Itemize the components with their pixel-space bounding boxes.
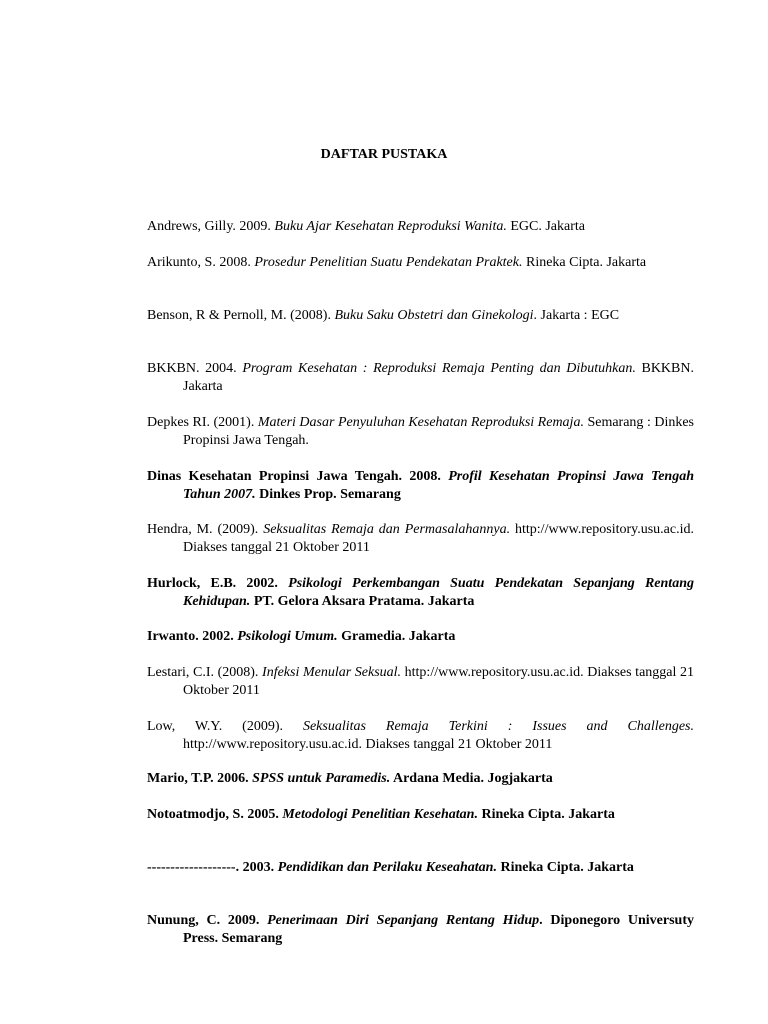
reference-title: Program Kesehatan : Reproduksi Remaja Penting dan Dibutuhkan.	[242, 361, 636, 376]
reference-text: Hendra, M. (2009).	[147, 522, 264, 537]
reference-text: Lestari, C.I. (2008).	[147, 665, 263, 680]
reference-entry	[147, 912, 694, 948]
reference-publisher: Rineka Cipta. Jakarta	[477, 807, 615, 822]
reference-publisher: http://www.repository.usu.ac.id. Diakses tanggal 21 Oktober 2011	[183, 522, 694, 555]
reference-entry	[147, 414, 694, 450]
reference-publisher: http://www.repository.usu.ac.id. Diakses tanggal 21 Oktober 2011	[183, 737, 553, 752]
reference-title: Buku Saku Obstetri dan Ginekologi	[334, 308, 534, 323]
reference-publisher: . Jakarta : EGC	[533, 308, 620, 323]
reference-text: Benson, R & Pernoll, M. (2008).	[147, 308, 335, 323]
reference-text: Arikunto, S. 2008.	[147, 255, 255, 270]
page-title: DAFTAR PUSTAKA	[320, 147, 448, 162]
reference-entry	[147, 575, 694, 611]
reference-title: Seksualitas Remaja dan Permasalahannya.	[263, 522, 511, 537]
reference-publisher: . Diponegoro Universuty Press. Semarang	[183, 913, 694, 946]
reference-entry	[147, 521, 694, 557]
reference-publisher: Dinkes Prop. Semarang	[255, 487, 401, 502]
reference-title: Pendidikan dan Perilaku Keseahatan.	[277, 860, 497, 875]
reference-title: SPSS untuk Paramedis.	[252, 771, 391, 786]
reference-text: Andrews, Gilly. 2009.	[147, 219, 275, 234]
reference-text: Irwanto. 2002.	[147, 629, 238, 644]
reference-title: Profil Kesehatan Propinsi Jawa Tengah Tahun 2007.	[183, 469, 694, 502]
reference-text: Low, W.Y. (2009).	[147, 719, 303, 734]
reference-title: Prosedur Penelitian Suatu Pendekatan Praktek.	[254, 255, 523, 270]
reference-text: Nunung, C. 2009.	[147, 913, 268, 928]
reference-publisher: Rineka Cipta. Jakarta	[496, 860, 634, 875]
reference-title: Materi Dasar Penyuluhan Kesehatan Reproduksi Remaja.	[257, 415, 584, 430]
reference-title: Infeksi Menular Seksual.	[262, 665, 402, 680]
reference-entry	[147, 307, 694, 325]
reference-text: Mario, T.P. 2006.	[147, 771, 253, 786]
reference-text: Notoatmodjo, S. 2005.	[147, 807, 283, 822]
reference-title: Psikologi Perkembangan Suatu Pendekatan Sepanjang Rentang Kehidupan.	[183, 576, 694, 609]
reference-publisher: EGC. Jakarta	[506, 219, 585, 234]
reference-entry	[147, 859, 694, 877]
reference-entry	[147, 628, 694, 646]
reference-entry	[147, 468, 694, 504]
reference-text: Hurlock, E.B. 2002.	[147, 576, 289, 591]
reference-text: BKKBN. 2004.	[147, 361, 243, 376]
reference-title: Penerimaan Diri Sepanjang Rentang Hidup	[267, 913, 540, 928]
reference-title: Psikologi Umum.	[237, 629, 338, 644]
reference-publisher: http://www.repository.usu.ac.id. Diakses tanggal 21 Oktober 2011	[183, 665, 695, 698]
reference-entry	[147, 254, 694, 272]
reference-text: Dinas Kesehatan Propinsi Jawa Tengah. 2008.	[147, 469, 449, 484]
reference-publisher: Semarang : Dinkes Propinsi Jawa Tengah.	[183, 415, 694, 448]
reference-publisher: Rineka Cipta. Jakarta	[522, 255, 647, 270]
reference-title: Metodologi Penelitian Kesehatan.	[282, 807, 478, 822]
reference-entry	[147, 718, 694, 754]
reference-publisher: Gramedia. Jakarta	[337, 629, 456, 644]
reference-entry	[147, 664, 694, 700]
reference-title: Seksualitas Remaja Terkini : Issues and Challenges.	[302, 719, 695, 734]
reference-entry	[147, 218, 694, 236]
reference-publisher: BKKBN. Jakarta	[183, 361, 694, 394]
reference-entry	[147, 770, 694, 788]
reference-text: -------------------. 2003.	[147, 860, 278, 875]
reference-entry	[147, 360, 694, 396]
reference-title: Buku Ajar Kesehatan Reproduksi Wanita.	[274, 219, 507, 234]
reference-text: Depkes RI. (2001).	[147, 415, 258, 430]
reference-entry	[147, 806, 694, 824]
reference-publisher: PT. Gelora Aksara Pratama. Jakarta	[250, 594, 475, 609]
reference-publisher: Ardana Media. Jogjakarta	[390, 771, 553, 786]
